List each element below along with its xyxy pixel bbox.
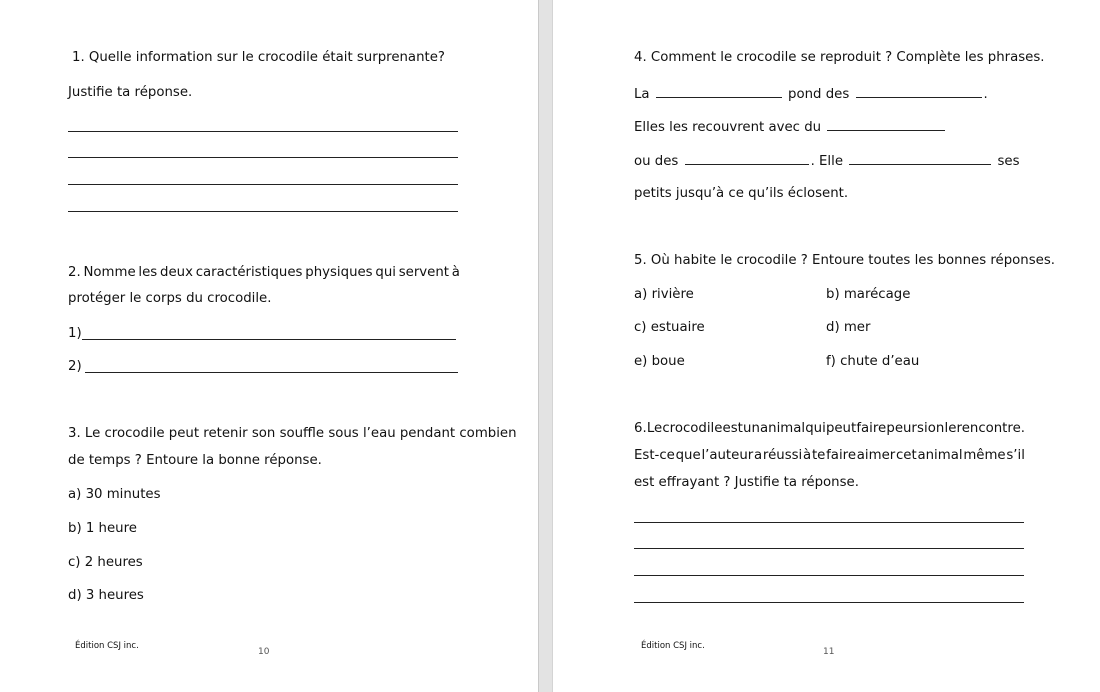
fill-blank xyxy=(685,152,809,165)
q5-prompt: 5. Où habite le crocodile ? Entoure toutes les bonnes réponses. xyxy=(634,253,1055,268)
page-number: 11 xyxy=(823,647,835,657)
word: Est-ce xyxy=(634,448,675,463)
word: on xyxy=(927,421,945,436)
word: servent xyxy=(398,265,450,280)
q4-prompt: 4. Comment le crocodile se reproduit ? Complète les phrases. xyxy=(634,50,1045,65)
q5-option-d: d) mer xyxy=(826,320,871,335)
text-fragment: pond des xyxy=(788,87,850,102)
word: deux xyxy=(160,265,193,280)
q3-option-c: c) 2 heures xyxy=(68,555,143,570)
q5-option-f: f) chute d’eau xyxy=(826,354,920,369)
q4-sentence4: petits jusqu’à ce qu’ils éclosent. xyxy=(634,186,849,201)
word: à xyxy=(803,448,812,463)
answer-line xyxy=(68,157,458,158)
text-fragment: La xyxy=(634,87,650,102)
answer-line xyxy=(634,575,1024,576)
word: aimer xyxy=(856,448,896,463)
word: si xyxy=(917,421,928,436)
answer-line xyxy=(634,548,1024,549)
word: qui xyxy=(375,265,396,280)
q6-prompt-line1 xyxy=(634,421,1025,437)
word: le xyxy=(944,421,957,436)
footer-brand: Édition CSJ inc. xyxy=(75,641,139,651)
q4-sentence2 xyxy=(634,118,947,136)
q3-prompt-line1: 3. Le crocodile peut retenir son souffle sous l’eau pendant combien xyxy=(68,426,517,441)
text-fragment: Elles les recouvrent avec du xyxy=(634,120,822,135)
text-fragment: . Elle xyxy=(810,154,844,169)
q2-prompt-line2: protéger le corps du crocodile. xyxy=(68,291,272,306)
answer-line xyxy=(634,602,1024,603)
word: un xyxy=(743,421,760,436)
word: rencontre. xyxy=(956,421,1025,436)
word: crocodile xyxy=(662,421,723,436)
word: est xyxy=(722,421,743,436)
word: l’auteur xyxy=(701,448,754,463)
q2-blank1-line xyxy=(82,339,456,340)
q5-option-a: a) rivière xyxy=(634,287,694,302)
q4-sentence3 xyxy=(634,152,1020,170)
word: caractéristiques xyxy=(195,265,303,280)
text-fragment: ses xyxy=(997,154,1020,169)
word: te xyxy=(811,448,826,463)
word: cet xyxy=(896,448,917,463)
word: faire xyxy=(826,448,857,463)
word: faire xyxy=(856,421,887,436)
footer-brand: Édition CSJ inc. xyxy=(641,641,705,651)
fill-blank xyxy=(849,152,991,165)
text-fragment: ou des xyxy=(634,154,679,169)
q1-justify-label: Justifie ta réponse. xyxy=(68,85,193,100)
q2-prompt-line1 xyxy=(68,265,460,281)
word: qui xyxy=(805,421,826,436)
word: peur xyxy=(886,421,917,436)
q2-blank2-line xyxy=(85,372,458,373)
q5-option-b: b) marécage xyxy=(826,287,911,302)
q3-option-a: a) 30 minutes xyxy=(68,487,161,502)
answer-line xyxy=(634,522,1024,523)
word: Le xyxy=(646,421,663,436)
q3-option-b: b) 1 heure xyxy=(68,521,137,536)
q3-prompt-line2: de temps ? Entoure la bonne réponse. xyxy=(68,453,322,468)
q4-sentence1 xyxy=(634,85,988,103)
word: peut xyxy=(825,421,857,436)
word: même xyxy=(963,448,1006,463)
word: Nomme xyxy=(83,265,136,280)
page-gutter xyxy=(538,0,553,692)
word: s’il xyxy=(1006,448,1025,463)
q2-blank1-label: 1) xyxy=(68,326,82,341)
q6-prompt-line3: est effrayant ? Justifie ta réponse. xyxy=(634,475,859,490)
word: a xyxy=(754,448,763,463)
q5-option-e: e) boue xyxy=(634,354,685,369)
word: physiques xyxy=(305,265,373,280)
answer-line xyxy=(68,184,458,185)
q5-option-c: c) estuaire xyxy=(634,320,705,335)
page-number: 10 xyxy=(258,647,270,657)
word: à xyxy=(451,265,460,280)
word: réussi xyxy=(762,448,803,463)
q3-option-d: d) 3 heures xyxy=(68,588,144,603)
answer-line xyxy=(68,131,458,132)
word: animal xyxy=(760,421,806,436)
word: les xyxy=(138,265,158,280)
text-fragment: . xyxy=(983,87,988,102)
q6-prompt-line2 xyxy=(634,448,1025,464)
fill-blank xyxy=(827,118,945,131)
word: 6. xyxy=(634,421,647,436)
q1-prompt: 1. Quelle information sur le crocodile était surprenante? xyxy=(72,50,445,65)
fill-blank xyxy=(856,85,982,98)
fill-blank xyxy=(656,85,782,98)
answer-line xyxy=(68,211,458,212)
document-page-left xyxy=(0,0,538,692)
document-page-right xyxy=(553,0,1100,692)
q2-blank2-label: 2) xyxy=(68,359,82,374)
word: animal xyxy=(917,448,963,463)
word: que xyxy=(675,448,701,463)
word: 2. xyxy=(68,265,81,280)
